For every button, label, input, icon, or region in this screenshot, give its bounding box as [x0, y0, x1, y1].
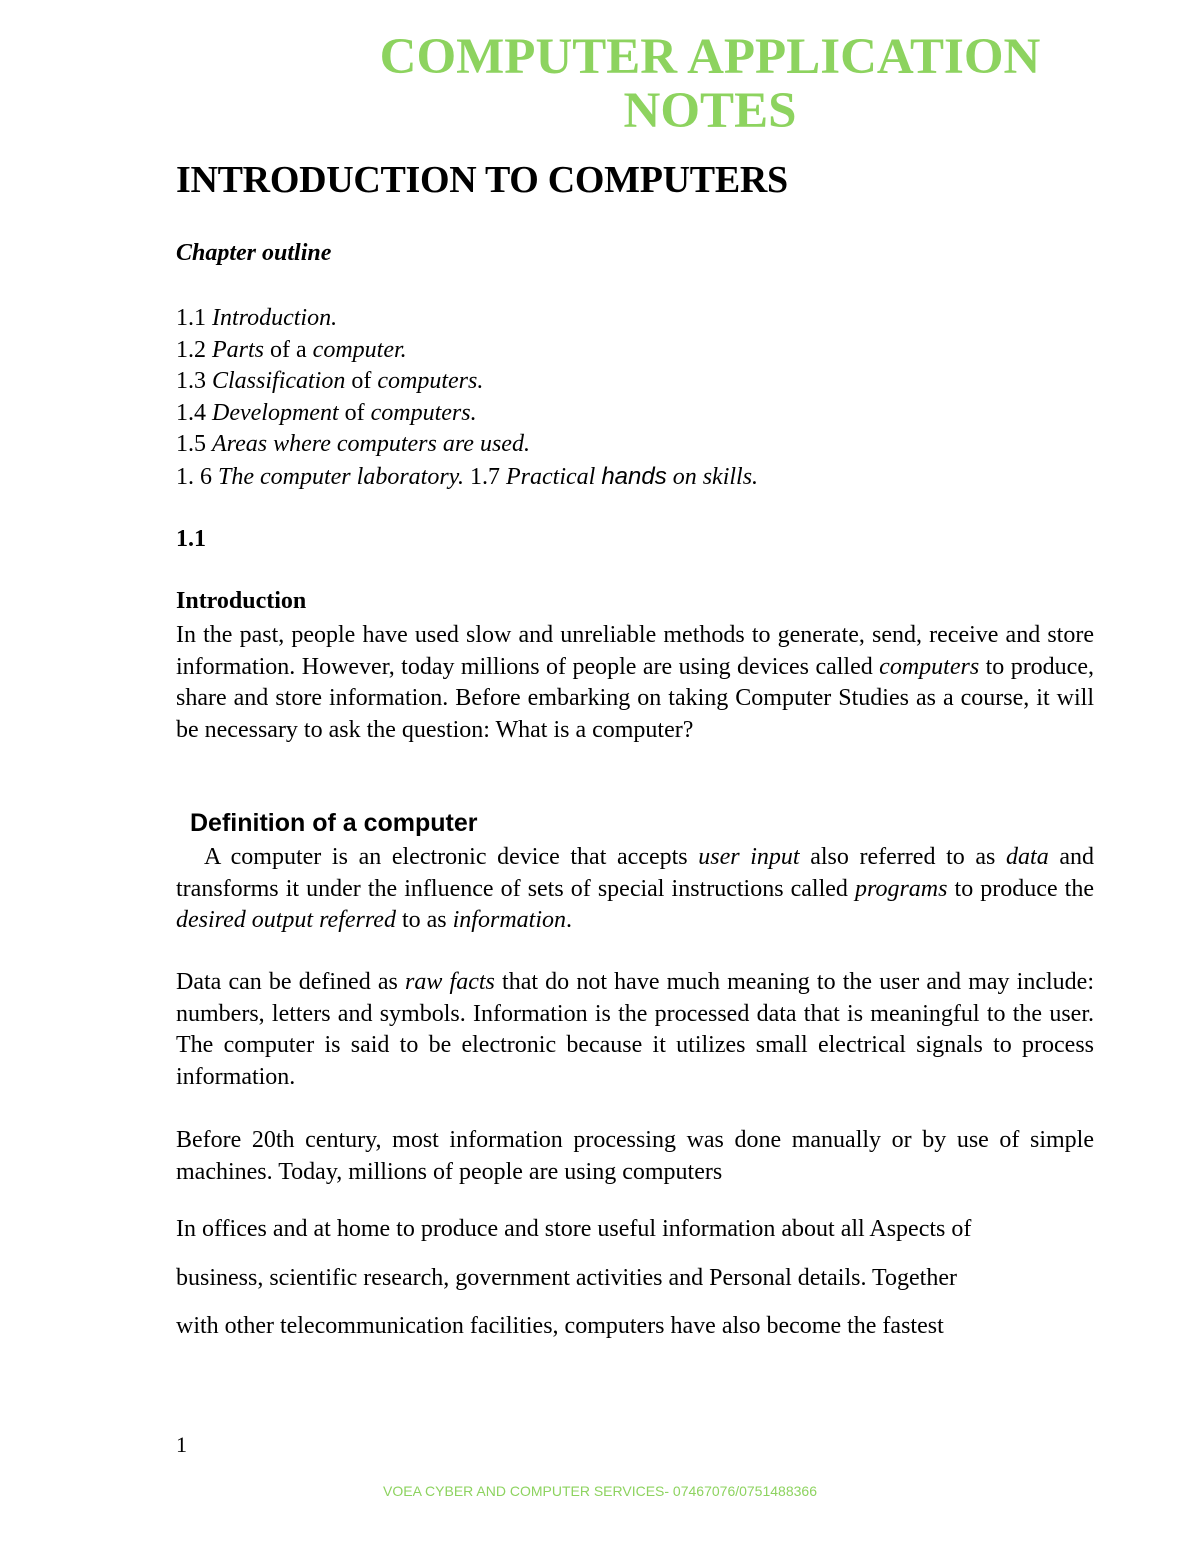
outline-item-1-1: 1.1 Introduction. [176, 305, 338, 331]
chapter-heading: INTRODUCTION TO COMPUTERS [176, 159, 788, 201]
history-paragraph: Before 20th century, most information processing was done manually or by use of simple machines. Today, millions of people are using computers [176, 1127, 1094, 1185]
usage-paragraph: In offices and at home to produce and store useful information about all Aspects of business, scientific research, government activities and Personal details. Together with other telecommunication facilities, computers have also become the fastest [176, 1216, 972, 1339]
title-line-2: NOTES [623, 83, 797, 139]
chapter-outline-label: Chapter outline [176, 240, 332, 266]
outline-item-1-6: 1. 6 The computer laboratory. 1.7 Practical hands on skills. [176, 462, 759, 490]
page-number: 1 [176, 1432, 187, 1457]
outline-item-1-3: 1.3 Classification of computers. [176, 368, 484, 395]
outline-item-1-5: 1.5 Areas where computers are used. [176, 431, 530, 458]
definition-paragraph: A computer is an electronic device that accepts user input also referred to as data and transforms it under the influence of sets of special instructions called programs to produce the desired output referred to as information. [176, 844, 1094, 934]
document-title [330, 30, 1090, 138]
chapter-outline-list [176, 303, 758, 494]
title-line-1: COMPUTER APPLICATION [379, 29, 1041, 85]
footer-credit: VOEA CYBER AND COMPUTER SERVICES- 07467076/0751488366 [383, 1483, 817, 1499]
definition-heading: Definition of a computer [190, 809, 478, 837]
section-heading: Introduction [176, 588, 307, 614]
data-paragraph: Data can be defined as raw facts that do not have much meaning to the user and may include: numbers, letters and symbols. Information is the processed data that is meaningful to the user. The computer is said to be electronic because it utilizes small electrical signals to process information. [176, 969, 1094, 1090]
section-number: 1.1 [176, 526, 206, 552]
outline-item-1-4: 1.4 Development of computers. [176, 399, 477, 426]
outline-item-1-2: 1.2 Parts of a computer. [176, 336, 407, 363]
intro-paragraph: In the past, people have used slow and unreliable methods to generate, send, receive and store information. However, today millions of people are using devices called computers to produce, share and store information. Before embarking on taking Computer Studies as a course, it will be necessary to ask the question: What is a computer? [176, 622, 1094, 743]
